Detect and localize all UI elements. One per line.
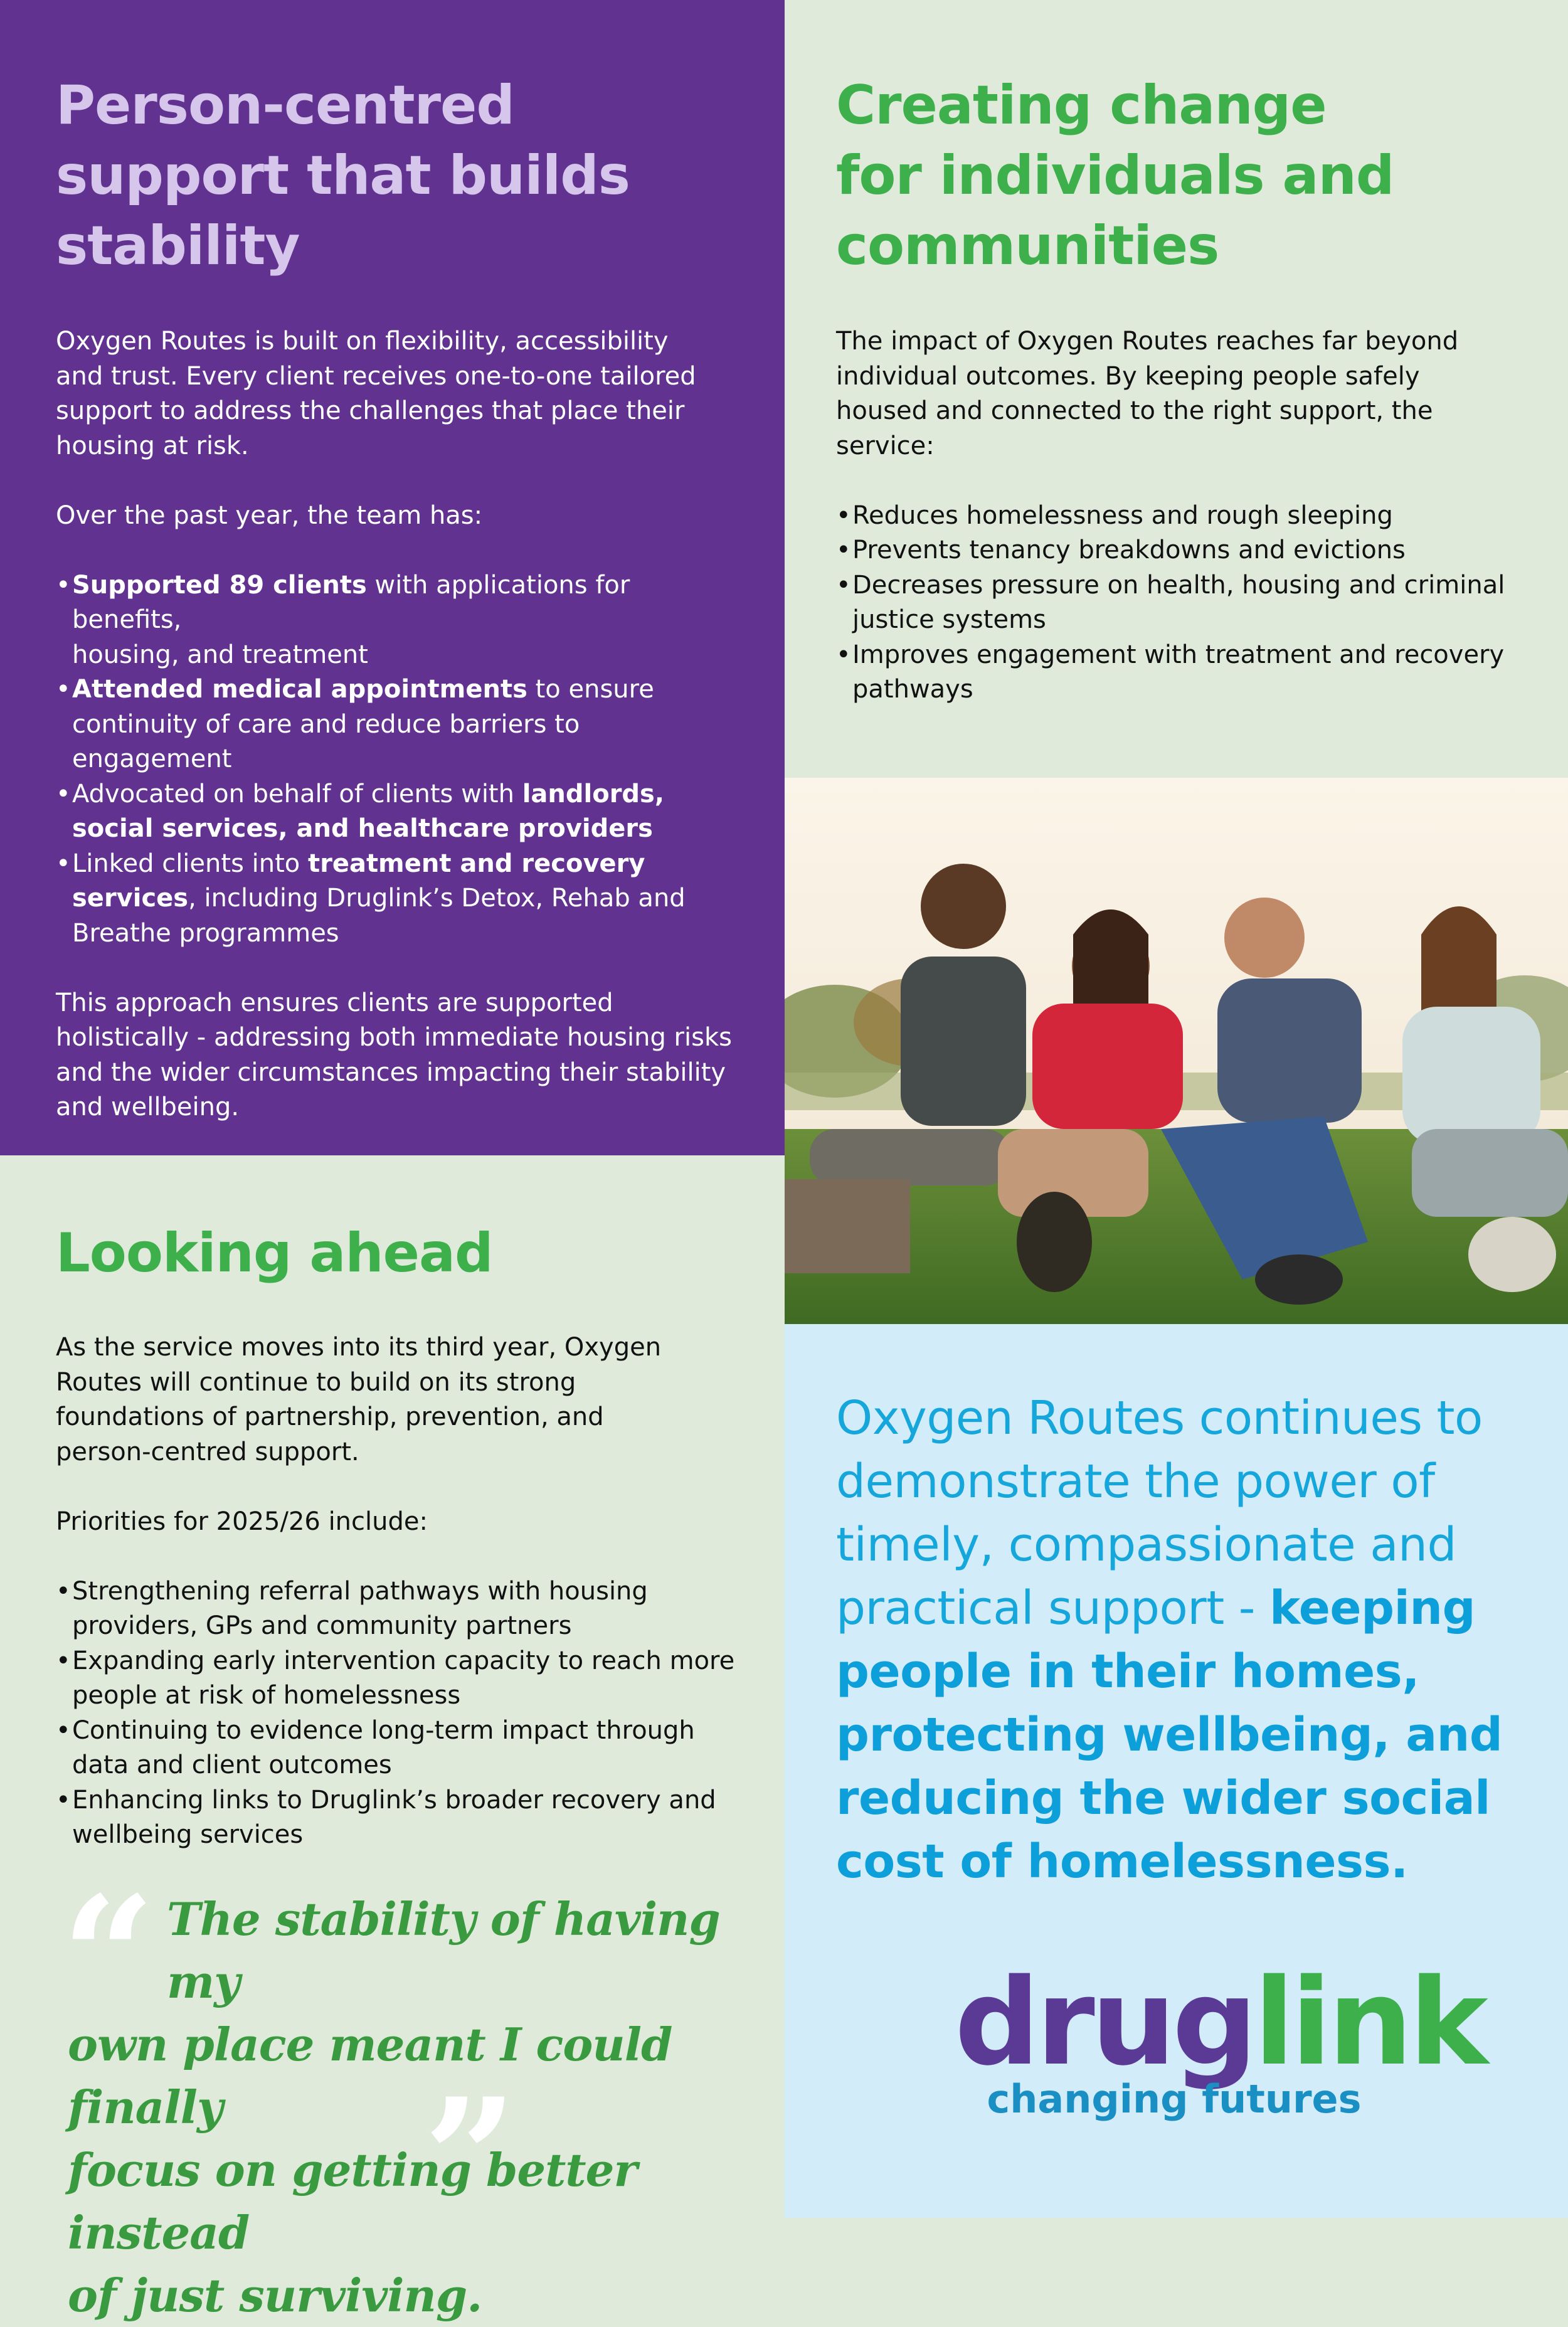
bullet-text: Strengthening referral pathways with housing [72, 1576, 648, 1606]
quote-line: own place meant I could finally [68, 2018, 672, 2134]
list-item [836, 638, 1530, 708]
bullet-text: justice systems [852, 605, 1046, 634]
list-item [836, 533, 1530, 568]
team-achievements-list [56, 568, 732, 951]
statement-bold-line: people in their homes, [836, 1645, 1419, 1699]
priorities-list [56, 1574, 741, 1853]
intro-line: service: [836, 431, 935, 460]
impact-list [836, 499, 1530, 708]
looking-ahead-heading: Looking ahead [56, 1222, 493, 1285]
creating-change-section [785, 0, 1568, 778]
outro-line: and the wider circumstances impacting their stability [56, 1057, 726, 1087]
list-item [56, 847, 732, 951]
client-quote [68, 1888, 770, 2327]
list-item [56, 672, 732, 777]
list-item [56, 1783, 741, 1853]
group-photo [785, 778, 1568, 1324]
bullet-text: with applications for benefits, [72, 570, 630, 634]
druglink-logo [955, 1953, 1485, 2122]
bullet-text: Breathe programmes [72, 918, 339, 948]
quote-line: The stability of having my [167, 1892, 720, 2008]
bullet-bold: Attended medical appointments [72, 675, 527, 704]
bullet-bold: landlords, [522, 779, 665, 808]
impact-statement [836, 1387, 1524, 1894]
bullet-text: Continuing to evidence long-term impact through [72, 1715, 695, 1745]
bullet-bold: Supported 89 clients [72, 570, 367, 600]
outro-line: holistically - addressing both immediate housing risks [56, 1023, 732, 1052]
close-quote-icon: ” [423, 2063, 517, 2254]
intro-line: The impact of Oxygen Routes reaches far beyond [836, 327, 1459, 356]
statement-line: practical support - [836, 1581, 1269, 1635]
bullet-text: , including Druglink’s Detox, Rehab and [188, 884, 686, 913]
heading-line: support that builds [56, 144, 630, 207]
bullet-text: to ensure [527, 675, 654, 704]
bullet-bold: services [72, 884, 189, 913]
person-centred-section [0, 0, 785, 1155]
logo-drug: drug [955, 1953, 1254, 2092]
bullet-text: data and client outcomes [72, 1751, 392, 1779]
statement-bold-line: protecting wellbeing, and [836, 1708, 1503, 1762]
statement-bold-line: reducing the wider social [836, 1771, 1491, 1825]
intro-line: individual outcomes. By keeping people safely [836, 361, 1420, 391]
statement-line: timely, compassionate and [836, 1518, 1456, 1572]
group-photo-image [785, 778, 1568, 1324]
statement-bold-line: cost of homelessness. [836, 1835, 1408, 1889]
list-item [56, 568, 732, 673]
person-centred-lead-in: Over the past year, the team has: [56, 501, 483, 530]
bullet-text: people at risk of homelessness [72, 1681, 461, 1710]
intro-line: housed and connected to the right support, the [836, 396, 1433, 425]
bullet-text: Advocated on behalf of clients with [72, 779, 522, 808]
list-item [836, 568, 1530, 638]
looking-ahead-intro [56, 1330, 741, 1470]
list-item [56, 1714, 741, 1783]
logo-tagline: changing futures [987, 2076, 1362, 2122]
creating-change-intro [836, 324, 1530, 464]
logo-wordmark [955, 1953, 1485, 2092]
quote-line: of just surviving. [68, 2269, 482, 2322]
bullet-text: Decreases pressure on health, housing and criminal [852, 570, 1505, 600]
bullet-text: Enhancing links to Druglink’s broader recovery and [72, 1785, 716, 1815]
list-item [56, 1574, 741, 1644]
heading-line: Person-centred [56, 74, 514, 137]
bullet-text: engagement [72, 745, 232, 773]
intro-line: support to address the challenges that place their [56, 396, 685, 425]
bullet-text: Expanding early intervention capacity to reach more [72, 1646, 735, 1675]
looking-ahead-lead-in: Priorities for 2025/26 include: [56, 1507, 428, 1536]
bullet-text: Linked clients into [72, 849, 308, 878]
list-item [836, 499, 1530, 534]
person-centred-outro [56, 986, 732, 1125]
bullet-bold: treatment and recovery [307, 849, 645, 878]
bullet-text: pathways [852, 675, 973, 704]
creating-change-heading [836, 70, 1530, 281]
statement-line: demonstrate the power of [836, 1455, 1435, 1508]
open-quote-icon: “ [61, 1861, 156, 2052]
person-centred-heading [56, 70, 732, 281]
bullet-text: providers, GPs and community partners [72, 1611, 572, 1640]
heading-line: stability [56, 215, 300, 277]
bullet-text: housing, and treatment [72, 640, 368, 669]
bullet-bold: social services, and healthcare providers [72, 814, 653, 843]
bullet-text: continuity of care and reduce barriers to [72, 709, 580, 739]
intro-line: As the service moves into its third year, Oxygen [56, 1333, 662, 1362]
heading-line: Creating change [836, 74, 1327, 137]
heading-line: for individuals and [836, 144, 1394, 207]
intro-line: foundations of partnership, prevention, and [56, 1402, 604, 1431]
list-item [56, 1644, 741, 1714]
outro-line: and wellbeing. [56, 1093, 240, 1121]
outro-line: This approach ensures clients are supported [56, 988, 613, 1017]
statement-line: Oxygen Routes continues to [836, 1391, 1483, 1445]
bullet-text: Prevents tenancy breakdowns and evictions [852, 536, 1406, 565]
bullet-text: Reduces homelessness and rough sleeping [852, 501, 1393, 530]
logo-link: link [1253, 1953, 1485, 2092]
bullet-text: Improves engagement with treatment and recovery [852, 640, 1505, 669]
statement-bold-line: keeping [1269, 1581, 1476, 1635]
bullet-text: wellbeing services [72, 1820, 304, 1849]
heading-line: communities [836, 215, 1219, 277]
intro-line: Oxygen Routes is built on flexibility, accessibility [56, 327, 669, 356]
intro-line: and trust. Every client receives one-to-one tailored [56, 361, 696, 391]
person-centred-intro [56, 324, 732, 464]
quote-line: focus on getting better instead [68, 2143, 637, 2259]
intro-line: housing at risk. [56, 431, 249, 460]
intro-line: Routes will continue to build on its strong [56, 1367, 576, 1397]
intro-line: person-centred support. [56, 1437, 359, 1466]
list-item [56, 777, 732, 847]
